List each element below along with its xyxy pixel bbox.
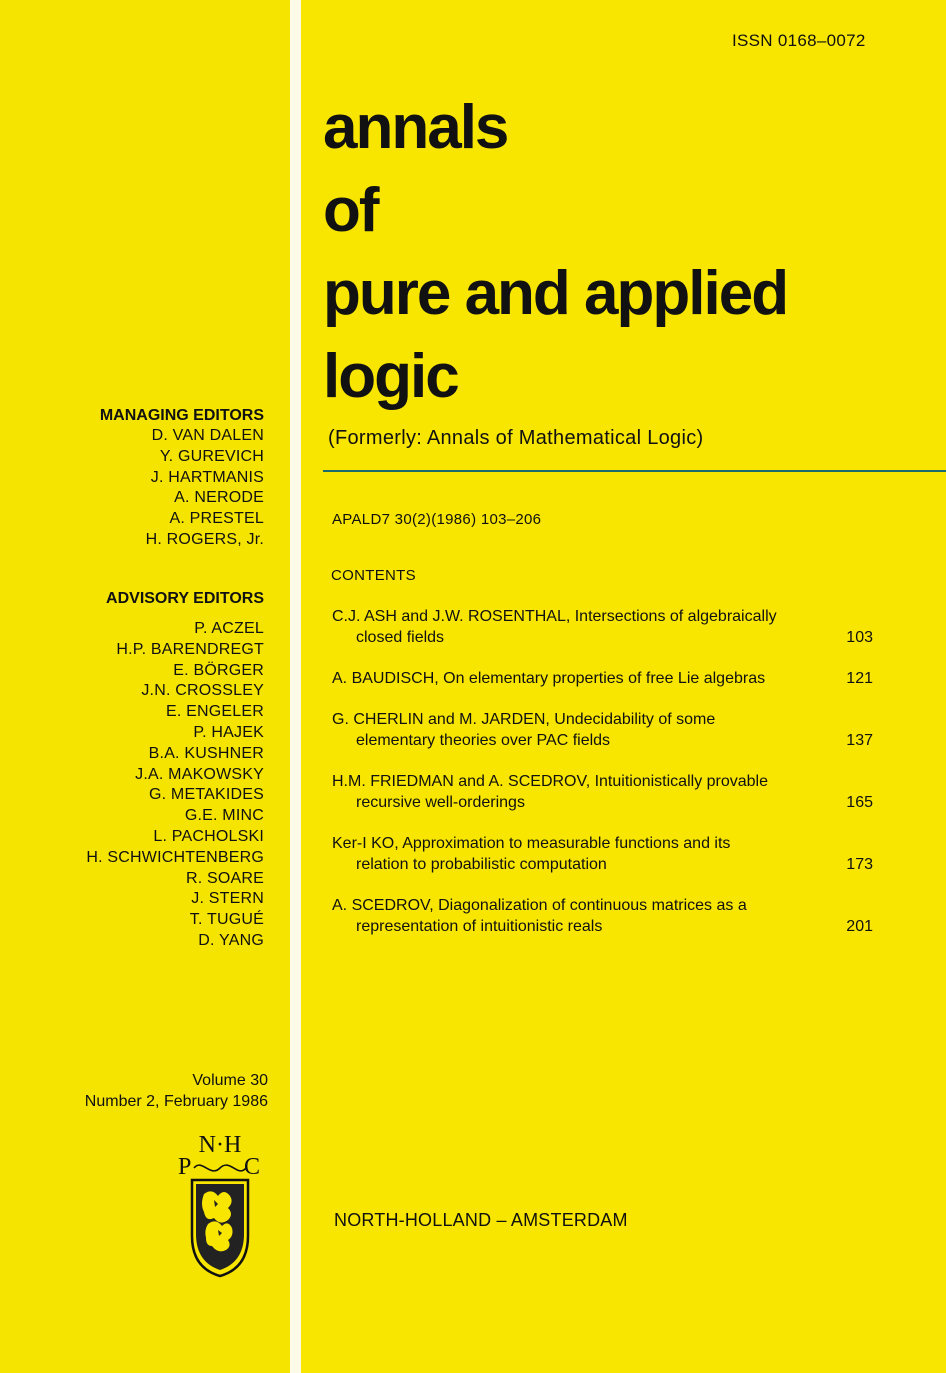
toc-entry	[332, 668, 877, 689]
toc-page-number: 165	[846, 794, 873, 811]
toc-page-number: 103	[846, 629, 873, 646]
editor-name: A. PRESTEL	[169, 510, 264, 528]
managing-editors-heading: MANAGING EDITORS	[99, 407, 264, 424]
editor-name: G. METAKIDES	[148, 786, 264, 804]
former-title: (Formerly: Annals of Mathematical Logic)	[328, 427, 704, 449]
title-line: pure and applied	[323, 259, 788, 328]
toc-entry-line: A. SCEDROV, Diagonalization of continuous matrices as a	[332, 897, 747, 914]
title-line: logic	[323, 342, 458, 411]
volume-number: Volume 30	[192, 1072, 268, 1089]
publisher-logo	[170, 1128, 270, 1278]
editor-name: Y. GUREVICH	[159, 447, 264, 465]
toc-entry	[332, 895, 877, 937]
editor-name: P. ACZEL	[194, 620, 264, 637]
editor-name: J.N. CROSSLEY	[141, 682, 264, 700]
editor-name: B.A. KUSHNER	[148, 744, 264, 762]
toc-page-number: 201	[846, 918, 873, 935]
editor-name: R. SOARE	[185, 869, 264, 887]
editor-name: D. YANG	[198, 931, 264, 949]
logo-right-letter: C	[244, 1154, 261, 1180]
toc-entry-line: G. CHERLIN and M. JARDEN, Undecidability of some	[332, 711, 716, 728]
editor-name: E. ENGELER	[165, 703, 264, 721]
logo-top-letters: N·H	[198, 1132, 242, 1158]
toc-entry	[332, 709, 877, 751]
publisher-crest-icon	[170, 1128, 270, 1278]
editor-name: L. PACHOLSKI	[153, 827, 264, 845]
advisory-editors-heading: ADVISORY EDITORS	[106, 590, 264, 607]
toc-entry-line: A. BAUDISCH, On elementary properties of free Lie algebras	[332, 670, 766, 687]
editor-name: H.P. BARENDREGT	[116, 640, 264, 658]
vertical-divider	[290, 0, 301, 1373]
editor-name: A. NERODE	[174, 489, 264, 507]
editor-name: J. STERN	[191, 890, 264, 908]
toc-entry-line: recursive well-orderings	[356, 794, 525, 811]
title-line: annals	[323, 93, 508, 162]
issn: ISSN 0168–0072	[732, 31, 866, 50]
managing-editors	[100, 405, 264, 551]
issue-number: Number 2, February 1986	[84, 1093, 268, 1110]
toc-entry-line: Ker-I KO, Approximation to measurable functions and its	[332, 835, 731, 852]
editor-name: P. HAJEK	[193, 723, 264, 741]
advisory-editors	[86, 588, 264, 952]
journal-title	[323, 86, 787, 418]
table-of-contents	[332, 606, 877, 957]
editor-name: H. SCHWICHTENBERG	[86, 848, 264, 866]
toc-entry-line: closed fields	[356, 629, 445, 646]
editor-name: G.E. MINC	[184, 807, 264, 825]
toc-entry-line: elementary theories over PAC fields	[356, 732, 611, 749]
editor-name: E. BÖRGER	[173, 661, 264, 679]
toc-entry	[332, 606, 877, 648]
toc-entry	[332, 833, 877, 875]
contents-heading: CONTENTS	[331, 567, 416, 584]
editor-name: J.A. MAKOWSKY	[135, 765, 264, 783]
title-line: of	[323, 176, 378, 245]
toc-entry-line: C.J. ASH and J.W. ROSENTHAL, Intersections of algebraically	[332, 608, 777, 625]
toc-entry-line: representation of intuitionistic reals	[356, 918, 603, 935]
volume-info	[85, 1070, 268, 1112]
editor-name: D. VAN DALEN	[151, 427, 264, 444]
publisher-name: NORTH-HOLLAND – AMSTERDAM	[334, 1210, 628, 1230]
toc-page-number: 137	[846, 732, 873, 749]
toc-entry	[332, 771, 877, 813]
toc-entry-line: H.M. FRIEDMAN and A. SCEDROV, Intuitionistically provable	[332, 773, 769, 790]
logo-left-letter: P	[178, 1154, 192, 1180]
editor-name: T. TUGUÉ	[189, 911, 264, 929]
toc-entry-line: relation to probabilistic computation	[356, 856, 607, 873]
toc-page-number: 173	[846, 856, 873, 873]
horizontal-rule	[323, 470, 946, 472]
editor-name: H. ROGERS, Jr.	[145, 530, 264, 548]
editor-name: J. HARTMANIS	[150, 468, 264, 486]
citation-code: APALD7 30(2)(1986) 103–206	[332, 511, 542, 528]
toc-page-number: 121	[846, 670, 873, 687]
